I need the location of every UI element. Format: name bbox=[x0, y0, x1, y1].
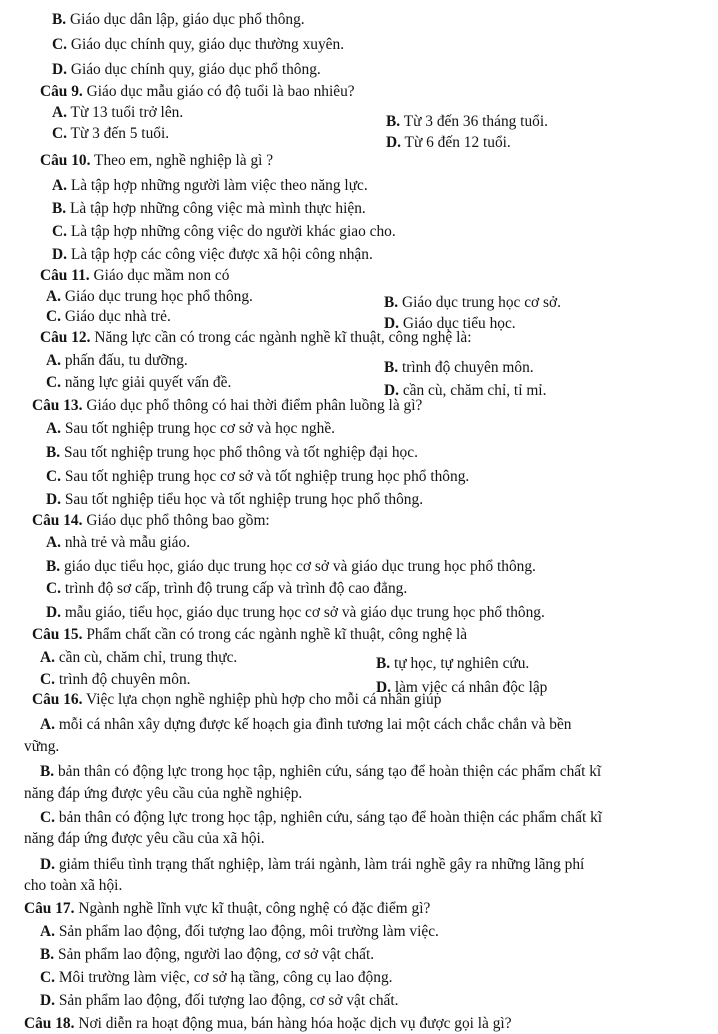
question-14 bbox=[32, 511, 270, 531]
option-text: giáo dục tiểu học, giáo dục trung học cơ sở và giáo dục trung học phổ thông. bbox=[63, 558, 536, 575]
line-15 bbox=[384, 293, 561, 313]
option-text: bản thân có động lực trong học tập, nghiên cứu, sáng tạo để hoàn thiện các phẩm chất kĩ bbox=[57, 763, 602, 780]
question-9 bbox=[40, 82, 355, 102]
option-text: nhà trẻ và mẫu giáo. bbox=[64, 534, 191, 551]
line-1 bbox=[52, 35, 344, 55]
line-45 bbox=[40, 855, 584, 875]
line-51 bbox=[40, 991, 399, 1011]
line-25 bbox=[46, 443, 418, 463]
question-10 bbox=[40, 151, 273, 171]
question-label: Câu 15. bbox=[32, 626, 83, 643]
option-text: vững. bbox=[24, 738, 60, 755]
option-label: C. bbox=[52, 36, 67, 53]
option-text: cho toàn xã hội. bbox=[24, 877, 123, 894]
line-0 bbox=[52, 10, 305, 30]
line-6 bbox=[52, 124, 169, 144]
question-label: Câu 13. bbox=[32, 397, 83, 414]
option-text: Giáo dục tiểu học. bbox=[402, 315, 516, 332]
option-label: B. bbox=[40, 946, 55, 963]
option-label: A. bbox=[40, 649, 55, 666]
option-label: B. bbox=[46, 444, 61, 461]
question-label: Câu 17. bbox=[24, 900, 75, 917]
option-label: B. bbox=[384, 294, 399, 311]
option-text: tự học, tự nghiên cứu. bbox=[393, 655, 530, 672]
option-text: năng đáp ứng được yêu cầu của nghề nghiệp. bbox=[24, 785, 303, 802]
option-label: B. bbox=[52, 11, 67, 28]
option-text: Môi trường làm việc, cơ sở hạ tầng, công cụ lao động. bbox=[58, 969, 393, 986]
option-text: Sản phẩm lao động, đối tượng lao động, cơ sở vật chất. bbox=[58, 992, 399, 1009]
option-text: Sau tốt nghiệp tiểu học và tốt nghiệp trung học phổ thông. bbox=[64, 491, 424, 508]
line-2 bbox=[52, 60, 321, 80]
option-label: D. bbox=[386, 134, 401, 151]
option-text: Là tập hợp những công việc mà mình thực hiện. bbox=[69, 200, 366, 217]
line-35 bbox=[376, 654, 529, 674]
option-label: B. bbox=[386, 113, 401, 130]
line-40 bbox=[24, 737, 59, 757]
option-label: C. bbox=[52, 125, 67, 142]
question-16 bbox=[32, 690, 441, 710]
option-label: C. bbox=[46, 468, 61, 485]
line-5 bbox=[386, 112, 548, 132]
line-30 bbox=[46, 557, 536, 577]
option-text: Sau tốt nghiệp trung học cơ sở và tốt nghiệp trung học phổ thông. bbox=[64, 468, 470, 485]
option-text: mỗi cá nhân xây dựng được kế hoạch gia đình tương lai một cách chắc chắn và bền bbox=[58, 716, 572, 733]
option-label: B. bbox=[46, 558, 61, 575]
question-text: Giáo dục mẫu giáo có độ tuổi là bao nhiêu? bbox=[86, 83, 355, 100]
option-text: Sản phẩm lao động, đối tượng lao động, môi trường làm việc. bbox=[58, 923, 439, 940]
line-24 bbox=[46, 419, 335, 439]
line-7 bbox=[386, 133, 511, 153]
option-text: năng đáp ứng được yêu cầu của xã hội. bbox=[24, 830, 265, 847]
option-label: A. bbox=[40, 923, 55, 940]
option-label: D. bbox=[384, 315, 399, 332]
option-label: C. bbox=[46, 308, 61, 325]
option-text: cần cù, chăm chỉ, tỉ mỉ. bbox=[402, 382, 547, 399]
question-12 bbox=[40, 328, 472, 348]
line-26 bbox=[46, 467, 469, 487]
option-label: B. bbox=[384, 359, 399, 376]
option-label: D. bbox=[40, 856, 55, 873]
option-text: cần cù, chăm chỉ, trung thực. bbox=[58, 649, 238, 666]
line-29 bbox=[46, 533, 190, 553]
option-label: A. bbox=[46, 420, 61, 437]
line-44 bbox=[24, 829, 265, 849]
question-text: Năng lực cần có trong các ngành nghề kĩ thuật, công nghệ là: bbox=[94, 329, 472, 346]
option-text: Giáo dục chính quy, giáo dục phổ thông. bbox=[70, 61, 321, 78]
question-13 bbox=[32, 396, 422, 416]
question-label: Câu 11. bbox=[40, 267, 90, 284]
line-20 bbox=[384, 358, 534, 378]
question-label: Câu 16. bbox=[32, 691, 83, 708]
question-text: Giáo dục phổ thông bao gồm: bbox=[86, 512, 270, 529]
line-36 bbox=[40, 670, 190, 690]
question-17 bbox=[24, 899, 430, 919]
question-label: Câu 9. bbox=[40, 83, 83, 100]
question-text: Giáo dục mầm non có bbox=[93, 267, 230, 284]
option-text: trình độ chuyên môn. bbox=[401, 359, 534, 376]
option-text: Giáo dục nhà trẻ. bbox=[64, 308, 171, 325]
option-text: Giáo dục chính quy, giáo dục thường xuyên. bbox=[70, 36, 345, 53]
line-27 bbox=[46, 490, 423, 510]
option-label: A. bbox=[46, 352, 61, 369]
option-label: C. bbox=[40, 671, 55, 688]
option-label: D. bbox=[52, 61, 67, 78]
option-text: Từ 13 tuổi trở lên. bbox=[70, 104, 184, 121]
option-text: giảm thiểu tình trạng thất nghiệp, làm trái ngành, làm trái nghề gây ra những lãng phí bbox=[58, 856, 585, 873]
option-text: Giáo dục trung học cơ sở. bbox=[401, 294, 562, 311]
question-label: Câu 10. bbox=[40, 152, 91, 169]
option-label: A. bbox=[52, 104, 67, 121]
option-text: Sau tốt nghiệp trung học cơ sở và học nghề. bbox=[64, 420, 335, 437]
line-11 bbox=[52, 222, 396, 242]
option-label: C. bbox=[46, 580, 61, 597]
line-19 bbox=[46, 351, 188, 371]
option-text: bản thân có động lực trong học tập, nghiên cứu, sáng tạo để hoàn thiện các phẩm chất kĩ bbox=[58, 809, 603, 826]
option-text: phấn đấu, tu dưỡng. bbox=[64, 352, 188, 369]
line-50 bbox=[40, 968, 393, 988]
option-label: A. bbox=[52, 177, 67, 194]
question-text: Việc lựa chọn nghề nghiệp phù hợp cho mỗi cá nhân giúp bbox=[86, 691, 442, 708]
question-label: Câu 14. bbox=[32, 512, 83, 529]
option-label: C. bbox=[40, 809, 55, 826]
line-32 bbox=[46, 603, 545, 623]
option-text: năng lực giải quyết vấn đề. bbox=[64, 374, 232, 391]
line-46 bbox=[24, 876, 122, 896]
line-34 bbox=[40, 648, 237, 668]
option-label: D. bbox=[46, 604, 61, 621]
option-text: Là tập hợp những người làm việc theo năng lực. bbox=[70, 177, 368, 194]
line-10 bbox=[52, 199, 366, 219]
line-42 bbox=[24, 784, 302, 804]
option-text: Giáo dục dân lập, giáo dục phổ thông. bbox=[69, 11, 305, 28]
option-text: Từ 3 đến 5 tuổi. bbox=[70, 125, 170, 142]
question-label: Câu 12. bbox=[40, 329, 91, 346]
line-16 bbox=[46, 307, 171, 327]
option-text: Sản phẩm lao động, người lao động, cơ sở vật chất. bbox=[57, 946, 375, 963]
option-label: A. bbox=[40, 716, 55, 733]
option-label: C. bbox=[46, 374, 61, 391]
question-text: Ngành nghề lĩnh vực kĩ thuật, công nghệ có đặc điểm gì? bbox=[78, 900, 431, 917]
option-label: A. bbox=[46, 288, 61, 305]
question-label: Câu 18. bbox=[24, 1015, 75, 1032]
option-label: D. bbox=[52, 246, 67, 263]
line-9 bbox=[52, 176, 368, 196]
question-15 bbox=[32, 625, 467, 645]
line-12 bbox=[52, 245, 373, 265]
line-31 bbox=[46, 579, 407, 599]
option-label: B. bbox=[40, 763, 55, 780]
option-text: trình độ sơ cấp, trình độ trung cấp và trình độ cao đẳng. bbox=[64, 580, 408, 597]
option-label: D. bbox=[384, 382, 399, 399]
question-18 bbox=[24, 1014, 512, 1034]
option-text: làm việc cá nhân độc lập bbox=[394, 679, 548, 696]
option-text: Là tập hợp các công việc được xã hội công nhận. bbox=[70, 246, 373, 263]
question-11 bbox=[40, 266, 229, 286]
line-41 bbox=[40, 762, 601, 782]
question-text: Theo em, nghề nghiệp là gì ? bbox=[94, 152, 274, 169]
option-label: C. bbox=[52, 223, 67, 240]
line-49 bbox=[40, 945, 374, 965]
option-text: Sau tốt nghiệp trung học phổ thông và tốt nghiệp đại học. bbox=[63, 444, 418, 461]
option-label: D. bbox=[376, 679, 391, 696]
option-text: Từ 3 đến 36 tháng tuổi. bbox=[403, 113, 548, 130]
option-label: B. bbox=[52, 200, 67, 217]
option-label: A. bbox=[46, 534, 61, 551]
option-label: B. bbox=[376, 655, 391, 672]
question-text: Phẩm chất cần có trong các ngành nghề kĩ thuật, công nghệ là bbox=[86, 626, 468, 643]
option-text: Là tập hợp những công việc do người khác giao cho. bbox=[70, 223, 396, 240]
option-label: C. bbox=[40, 969, 55, 986]
line-39 bbox=[40, 715, 572, 735]
option-text: mẫu giáo, tiểu học, giáo dục trung học cơ sở và giáo dục trung học phổ thông. bbox=[64, 604, 545, 621]
line-43 bbox=[40, 808, 602, 828]
question-text: Giáo dục phổ thông có hai thời điểm phân luồng là gì? bbox=[86, 397, 423, 414]
option-text: Từ 6 đến 12 tuổi. bbox=[404, 134, 511, 151]
option-label: D. bbox=[46, 491, 61, 508]
option-label: D. bbox=[40, 992, 55, 1009]
question-text: Nơi diễn ra hoạt động mua, bán hàng hóa hoặc dịch vụ được gọi là gì? bbox=[78, 1015, 512, 1032]
option-text: trình độ chuyên môn. bbox=[58, 671, 191, 688]
line-21 bbox=[46, 373, 231, 393]
line-48 bbox=[40, 922, 439, 942]
line-14 bbox=[46, 287, 253, 307]
line-4 bbox=[52, 103, 183, 123]
option-text: Giáo dục trung học phổ thông. bbox=[64, 288, 253, 305]
